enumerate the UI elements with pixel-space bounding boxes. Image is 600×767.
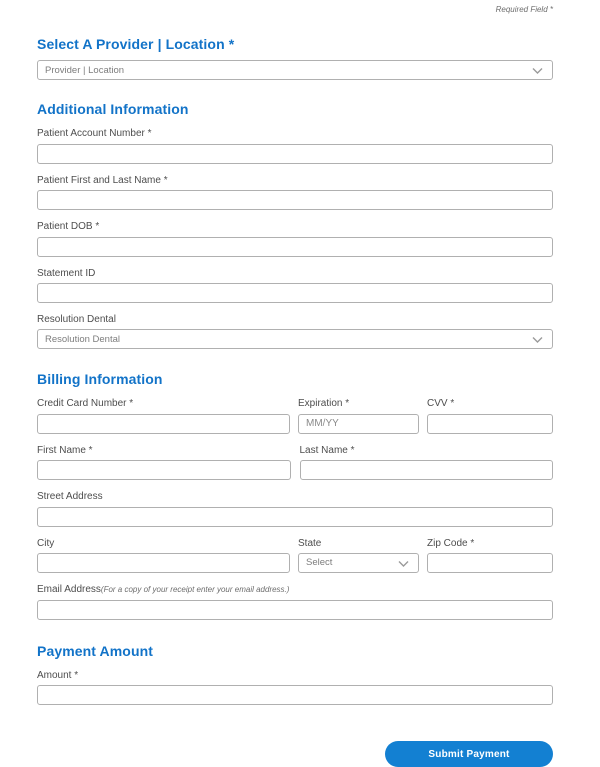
amount-input[interactable] [37, 685, 553, 705]
resolution-dental-label: Resolution Dental [37, 314, 116, 325]
credit-card-input[interactable] [37, 414, 290, 434]
email-field-wrap [37, 584, 553, 620]
city-input[interactable] [37, 553, 290, 573]
additional-section-heading: Additional Information [37, 101, 189, 117]
state-select-value: Select [306, 557, 333, 568]
state-field [298, 538, 419, 574]
zip-code-field [427, 538, 553, 574]
expiration-input[interactable] [298, 414, 419, 434]
resolution-dental-field [37, 314, 553, 349]
patient-name-field [37, 175, 553, 211]
credit-card-label: Credit Card Number * [37, 398, 134, 409]
patient-account-input[interactable] [37, 144, 553, 164]
payment-section-heading: Payment Amount [37, 642, 154, 659]
statement-id-field [37, 268, 553, 304]
cvv-field [427, 398, 553, 434]
patient-dob-field [37, 221, 553, 257]
street-address-label: Street Address [37, 491, 103, 502]
city-label: City [37, 537, 55, 549]
provider-location-select[interactable] [37, 60, 553, 80]
resolution-dental-select-value: Resolution Dental [45, 333, 120, 345]
expiration-label: Expiration * [298, 398, 350, 409]
expiration-field [298, 398, 419, 434]
last-name-input[interactable] [300, 460, 554, 480]
patient-name-input[interactable] [37, 190, 553, 210]
last-name-label: Last Name * [299, 444, 355, 456]
email-label [37, 584, 553, 596]
name-row [37, 445, 553, 481]
patient-dob-label: Patient DOB * [37, 221, 100, 232]
provider-location-select-value: Provider | Location [45, 64, 125, 76]
state-label: State [298, 537, 322, 549]
amount-label: Amount * [37, 669, 79, 681]
first-name-field [37, 445, 291, 481]
patient-account-label: Patient Account Number * [37, 128, 152, 139]
city-state-zip-row [37, 538, 553, 574]
state-select[interactable] [298, 553, 419, 573]
required-field-note: Required Field * [495, 5, 553, 14]
chevron-down-icon [398, 559, 409, 566]
provider-section-heading: Select A Provider | Location * [37, 36, 235, 52]
street-address-field [37, 491, 553, 527]
submit-row [37, 741, 553, 767]
amount-field [37, 670, 553, 706]
chevron-down-icon [532, 67, 543, 74]
zip-code-label: Zip Code * [427, 537, 475, 549]
zip-code-input[interactable] [427, 553, 553, 573]
patient-dob-input[interactable] [37, 237, 553, 257]
chevron-down-icon [532, 336, 543, 343]
card-row [37, 398, 553, 434]
cvv-label: CVV * [427, 398, 455, 409]
credit-card-field [37, 398, 290, 434]
billing-section-heading: Billing Information [37, 371, 163, 387]
patient-account-field [37, 128, 553, 164]
cvv-input[interactable] [427, 414, 553, 434]
email-label-text: Email Address [37, 584, 101, 595]
submit-payment-button[interactable]: Submit Payment [385, 741, 553, 767]
statement-id-label: Statement ID [37, 267, 96, 279]
email-input[interactable] [37, 600, 553, 620]
city-field [37, 538, 290, 574]
street-address-input[interactable] [37, 507, 553, 527]
first-name-input[interactable] [37, 460, 291, 480]
email-note: (For a copy of your receipt enter your email address.) [100, 585, 290, 594]
first-name-label: First Name * [37, 444, 93, 456]
statement-id-input[interactable] [37, 283, 553, 303]
patient-name-label: Patient First and Last Name * [37, 174, 168, 186]
resolution-dental-select[interactable] [37, 329, 553, 349]
last-name-field [300, 445, 554, 481]
